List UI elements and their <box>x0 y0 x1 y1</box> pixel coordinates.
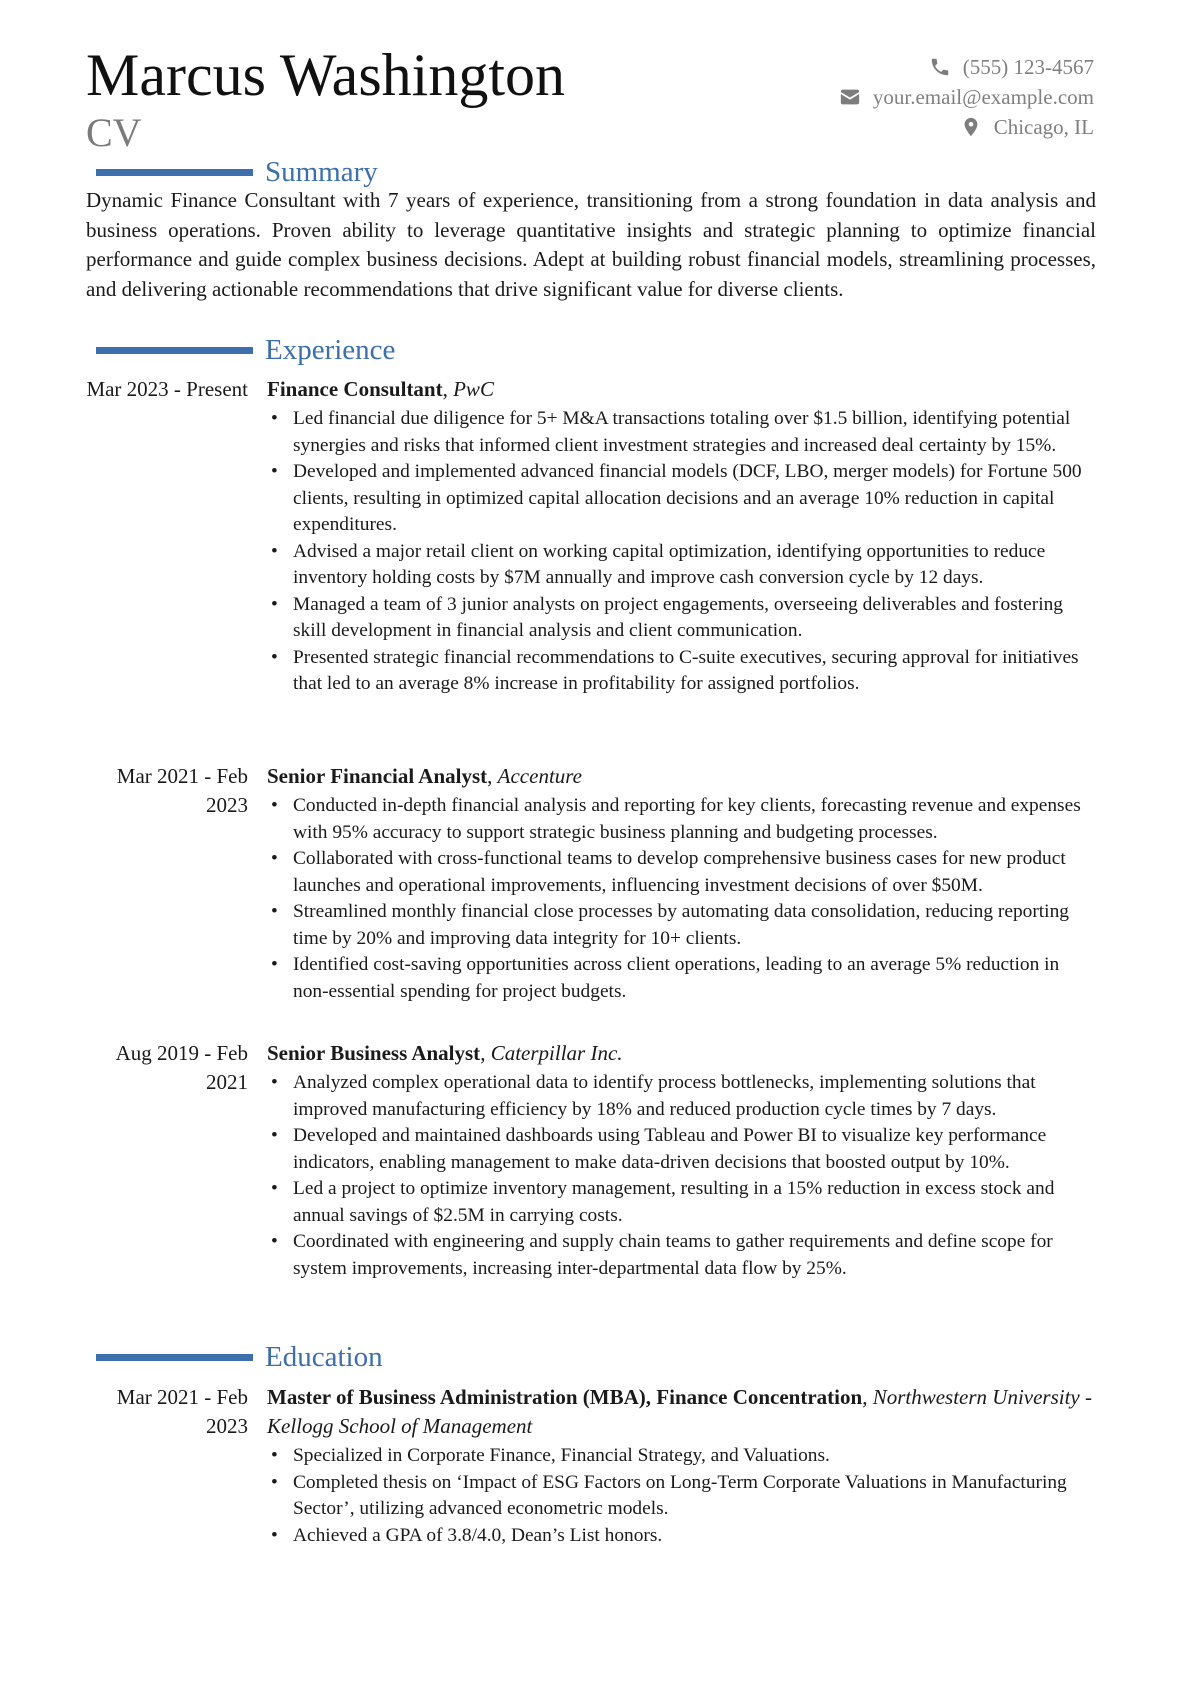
bullet-list <box>267 793 1097 1005</box>
location-text: Chicago, IL <box>993 114 1094 139</box>
entry-title: Master of Business Administration (MBA), Finance Concentration, Northwestern University - Kellogg School of Management <box>267 1385 1092 1438</box>
section-rule <box>96 347 253 354</box>
section-title: Summary <box>265 155 378 188</box>
job-title: Senior Business Analyst <box>267 1041 481 1065</box>
employer: Caterpillar Inc. <box>490 1041 623 1065</box>
bullet-list <box>267 1443 1097 1549</box>
entry-title: Senior Business Analyst, Caterpillar Inc. <box>267 1041 623 1065</box>
list-item: • Streamlined monthly financial close processes by automating data consolidation, reducing reporting time by 20% and improving data integrity for 10+ clients. <box>267 899 1097 952</box>
person-name: Marcus Washington <box>86 42 566 108</box>
map-pin-icon <box>960 116 982 138</box>
section-rule <box>96 1354 253 1361</box>
degree-title: Master of Business Administration (MBA), Finance Concentration <box>267 1385 863 1409</box>
employer: Accenture <box>497 764 582 788</box>
contact-phone <box>674 52 1094 82</box>
list-item: • Advised a major retail client on working capital optimization, identifying opportunities to reduce inventory holding costs by $7M annually and improve cash conversion cycle by 12 days. <box>267 539 1097 592</box>
document-subtitle: CV <box>86 110 142 155</box>
entry-body <box>267 762 1097 1005</box>
employer: PwC <box>453 377 494 401</box>
entry-title: Finance Consultant, PwC <box>267 377 494 401</box>
email-text[interactable]: your.email@example.com <box>872 84 1094 109</box>
entry-body <box>267 1039 1097 1282</box>
entry-body <box>267 1383 1097 1549</box>
contact-block <box>674 52 1094 142</box>
phone-text[interactable]: (555) 123-4567 <box>962 54 1094 79</box>
list-item: • Managed a team of 3 junior analysts on project engagements, overseeing deliverables and fostering skill development in financial analysis and client communication. <box>267 592 1097 645</box>
section-experience-heading <box>96 333 395 367</box>
section-title: Experience <box>265 333 396 366</box>
summary-paragraph: Dynamic Finance Consultant with 7 years of experience, transitioning from a strong foundation in data analysis and business operations. Proven ability to leverage quantitative insights and strategic planning to optimize financial performance and guide complex business decisions. Adept at building robust financial models, streamlining processes, and delivering actionable recommendations that drive significant value for diverse clients. <box>86 188 1096 301</box>
list-item: • Achieved a GPA of 3.8/4.0, Dean’s List honors. <box>267 1523 1097 1550</box>
list-item: • Analyzed complex operational data to identify process bottlenecks, implementing solutions that improved manufacturing efficiency by 18% and reduced production cycle times by 7 days. <box>267 1070 1097 1123</box>
entry-date: Mar 2021 - Feb 2023 <box>116 1385 248 1438</box>
list-item: • Developed and maintained dashboards using Tableau and Power BI to visualize key performance indicators, enabling management to make data-driven decisions that boosted output by 10%. <box>267 1123 1097 1176</box>
list-item: • Led a project to optimize inventory management, resulting in a 15% reduction in excess stock and annual savings of $2.5M in carrying costs. <box>267 1176 1097 1229</box>
envelope-icon <box>839 86 861 108</box>
bullet-list <box>267 406 1097 698</box>
list-item: • Coordinated with engineering and supply chain teams to gather requirements and define scope for system improvements, increasing inter-departmental data flow by 25%. <box>267 1229 1097 1282</box>
section-rule <box>96 169 253 176</box>
job-title: Senior Financial Analyst <box>267 764 488 788</box>
contact-location <box>674 112 1094 142</box>
list-item: • Identified cost-saving opportunities across client operations, leading to an average 5% reduction in non-essential spending for project budgets. <box>267 952 1097 1005</box>
entry-date: Mar 2021 - Feb 2023 <box>116 764 248 817</box>
entry-date: Aug 2019 - Feb 2021 <box>115 1041 248 1094</box>
section-summary-heading <box>96 155 378 189</box>
entry-date: Mar 2023 - Present <box>86 377 248 401</box>
bullet-list <box>267 1070 1097 1282</box>
institution: Northwestern University - Kellogg School of Management <box>267 1385 1092 1438</box>
list-item: • Collaborated with cross-functional teams to develop comprehensive business cases for new product launches and operational improvements, influencing investment decisions of over $50M. <box>267 846 1097 899</box>
section-education-heading <box>96 1340 383 1374</box>
entry-body <box>267 375 1097 698</box>
job-title: Finance Consultant <box>267 377 443 401</box>
contact-email <box>674 82 1094 112</box>
list-item: • Conducted in-depth financial analysis and reporting for key clients, forecasting revenue and expenses with 95% accuracy to support strategic business planning and budgeting processes. <box>267 793 1097 846</box>
entry-title: Senior Financial Analyst, Accenture <box>267 764 582 788</box>
list-item: • Presented strategic financial recommendations to C-suite executives, securing approval for initiatives that led to an average 8% increase in profitability for assigned portfolios. <box>267 645 1097 698</box>
list-item: • Developed and implemented advanced financial models (DCF, LBO, merger models) for Fortune 500 clients, resulting in optimized capital allocation decisions and an average 10% reduction in capital expenditures. <box>267 459 1097 539</box>
list-item: • Led financial due diligence for 5+ M&A transactions totaling over $1.5 billion, identifying potential synergies and risks that informed client investment strategies and increased deal certainty by 15%. <box>267 406 1097 459</box>
phone-icon <box>929 56 951 78</box>
list-item: • Specialized in Corporate Finance, Financial Strategy, and Valuations. <box>267 1443 1097 1470</box>
section-title: Education <box>265 1340 383 1373</box>
list-item: • Completed thesis on ‘Impact of ESG Factors on Long-Term Corporate Valuations in Manufacturing Sector’, utilizing advanced econometric models. <box>267 1470 1097 1523</box>
